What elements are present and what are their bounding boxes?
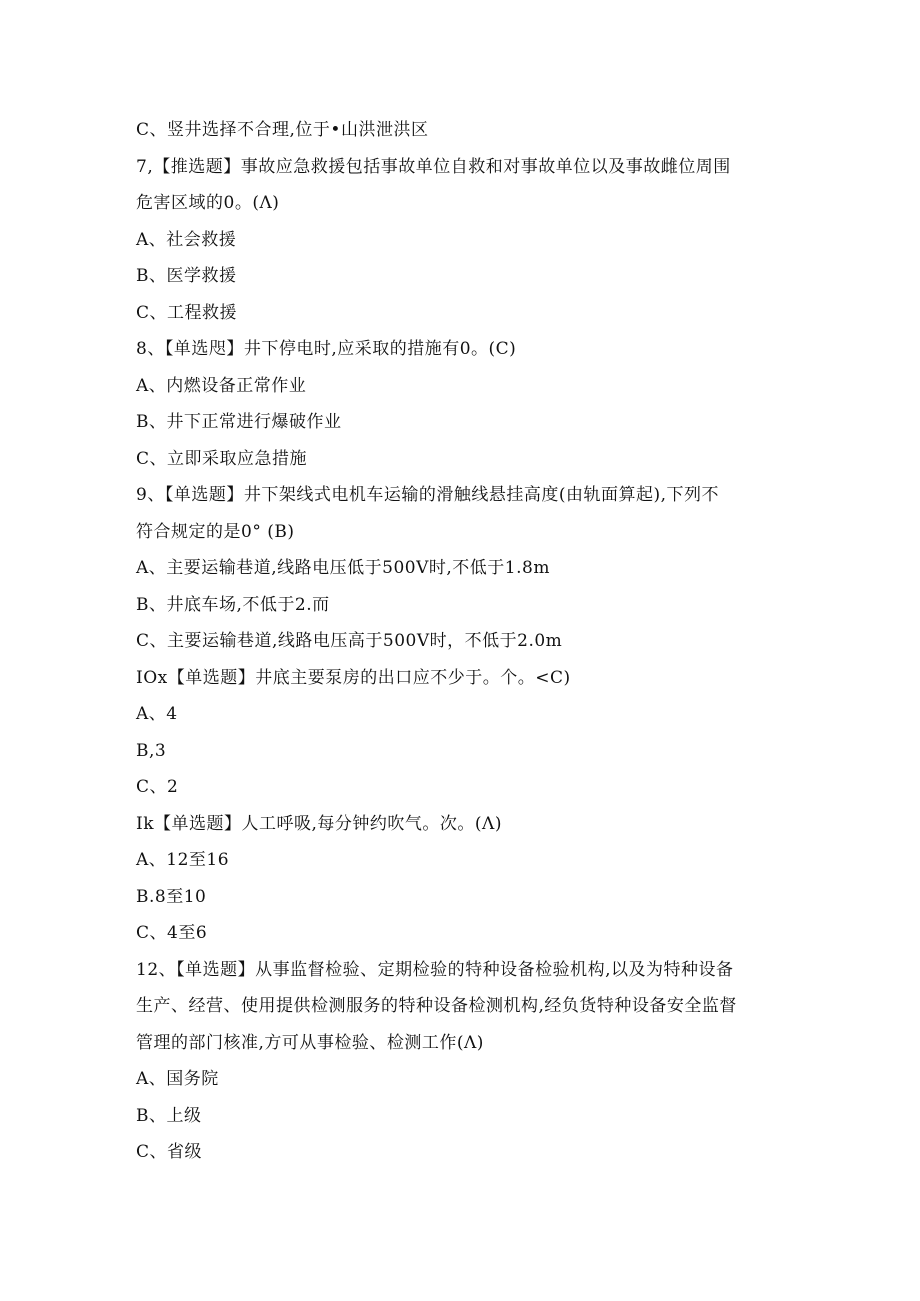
text-line: 生产、经营、使用提供检测服务的特种设备检测机构,经负货特种设备安全监督	[136, 996, 737, 1016]
text-line: B,3	[136, 740, 167, 761]
text-line: A、内燃设备正常作业	[136, 375, 307, 396]
text-line: A、4	[136, 704, 178, 724]
text-line: IOx【单选题】井底主要泵房的出口应不少于。个。<C)	[136, 667, 571, 688]
text-line: A、主要运输巷道,线路电压低于500V时,不低于1.8m	[136, 558, 550, 578]
text-line: 12、【单选题】从事监督检验、定期检验的特种设备检验机构,以及为特种设备	[136, 959, 734, 980]
text-line: C、4至6	[136, 923, 208, 943]
text-line: A、12至16	[136, 850, 230, 870]
text-line: B、井下正常进行爆破作业	[136, 412, 342, 432]
text-line: B、井底车场,不低于2.而	[136, 594, 330, 615]
text-line: A、社会救援	[136, 229, 237, 250]
text-line: 7,【推选题】事故应急救援包括事故单位自救和对事故单位以及事故雌位周围	[136, 156, 731, 177]
text-line: C、省级	[136, 1142, 203, 1162]
document-body	[136, 112, 786, 1171]
text-line: A、国务院	[136, 1069, 219, 1089]
text-line: 管理的部门核准,方可从事检验、检测工作(Λ)	[136, 1032, 484, 1053]
text-line: B.8至10	[136, 886, 207, 907]
text-line: C、工程救援	[136, 302, 238, 323]
text-line: C、2	[136, 777, 179, 797]
text-line: 9、【单选题】井下架线式电机车运输的滑触线悬挂高度(由轨面算起),下列不	[136, 485, 719, 505]
text-line: B、上级	[136, 1105, 202, 1126]
text-line: 8、【单选咫】井下停电时,应采取的措施有0。(C)	[136, 339, 517, 359]
text-line: 危害区域的0。(Λ)	[136, 193, 280, 213]
text-line: Ik【单选题】人工呼吸,每分钟约吹气。次。(Λ)	[136, 813, 502, 834]
text-line: 符合规定的是0° (B)	[136, 521, 295, 542]
text-line: C、竖井选择不合理,位于•山洪泄洪区	[136, 120, 429, 140]
text-line: C、立即采取应急措施	[136, 448, 308, 469]
text-line: C、主要运输巷道,线路电压高于500V时，不低于2.0m	[136, 631, 563, 651]
text-line: B、医学救援	[136, 266, 237, 286]
